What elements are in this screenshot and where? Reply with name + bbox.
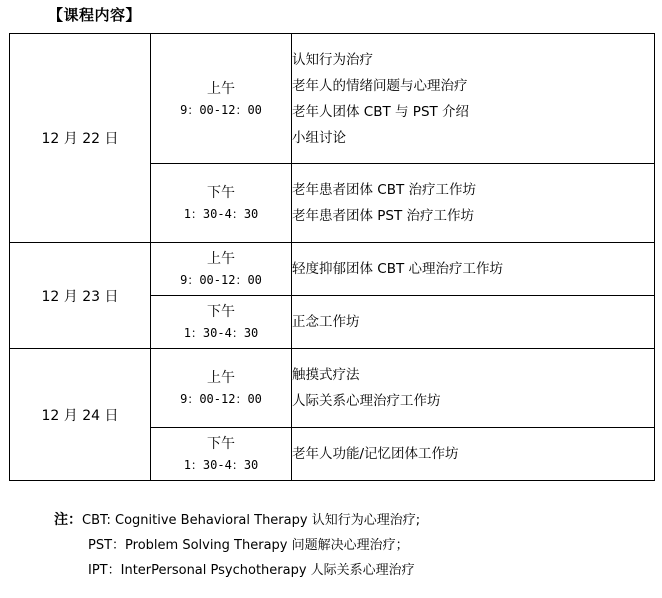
session-time-cell	[151, 296, 292, 349]
topic-item: 老年患者团体 PST 治疗工作坊	[292, 208, 475, 224]
topics-cell	[292, 34, 655, 164]
topic-item: 小组讨论	[292, 129, 346, 146]
topic-item: 人际关系心理治疗工作坊	[292, 393, 441, 409]
session-hours: 9：00-12：00	[180, 392, 262, 406]
session-time-cell	[151, 164, 292, 243]
session-time-cell	[151, 34, 292, 164]
date-cell: 12 月 23 日	[10, 243, 151, 349]
footnotes	[54, 508, 420, 583]
session-hours: 1：30-4：30	[183, 207, 259, 221]
session-time-cell	[151, 243, 292, 296]
footnote-text: CBT: Cognitive Behavioral Therapy 认知行为心理治疗;	[82, 513, 421, 528]
topic-item: 轻度抑郁团体 CBT 心理治疗工作坊	[292, 261, 504, 277]
session-hours: 9：00-12：00	[180, 273, 262, 287]
session-time-cell	[151, 428, 292, 481]
footnote-lead: 注：	[54, 512, 82, 528]
topic-item: 认知行为治疗	[292, 51, 373, 68]
table-row	[10, 243, 655, 296]
table-row	[10, 349, 655, 428]
session-hours: 1：30-4：30	[183, 326, 259, 340]
footnote-line: IPT：InterPersonal Psychotherapy 人际关系心理治疗	[88, 563, 415, 578]
session-period: 下午	[207, 436, 235, 452]
topic-item: 老年人的情绪问题与心理治疗	[292, 77, 468, 94]
date-cell: 12 月 22 日	[10, 34, 151, 243]
page-heading: 【课程内容】	[48, 6, 142, 24]
topic-item: 老年人功能/记忆团体工作坊	[292, 446, 459, 462]
topic-item: 触摸式疗法	[292, 367, 360, 383]
session-period: 下午	[207, 304, 235, 320]
topic-item: 老年患者团体 CBT 治疗工作坊	[292, 182, 477, 198]
session-period: 上午	[207, 80, 235, 97]
topic-item: 老年人团体 CBT 与 PST 介绍	[292, 103, 470, 120]
footnote-line: PST：Problem Solving Therapy 问题解决心理治疗；	[88, 538, 409, 553]
topics-cell	[292, 243, 655, 296]
session-hours: 9：00-12：00	[180, 102, 262, 117]
session-period: 上午	[207, 370, 235, 386]
course-schedule-table	[9, 33, 655, 481]
topics-cell	[292, 164, 655, 243]
session-time-cell	[151, 349, 292, 428]
session-period: 上午	[207, 251, 235, 267]
topics-cell	[292, 296, 655, 349]
session-period: 下午	[207, 185, 235, 201]
topics-cell	[292, 428, 655, 481]
session-hours: 1：30-4：30	[183, 458, 259, 472]
topic-item: 正念工作坊	[292, 314, 360, 330]
date-cell: 12 月 24 日	[10, 349, 151, 481]
topics-cell	[292, 349, 655, 428]
footnote-line	[54, 508, 420, 533]
table-row	[10, 34, 655, 164]
